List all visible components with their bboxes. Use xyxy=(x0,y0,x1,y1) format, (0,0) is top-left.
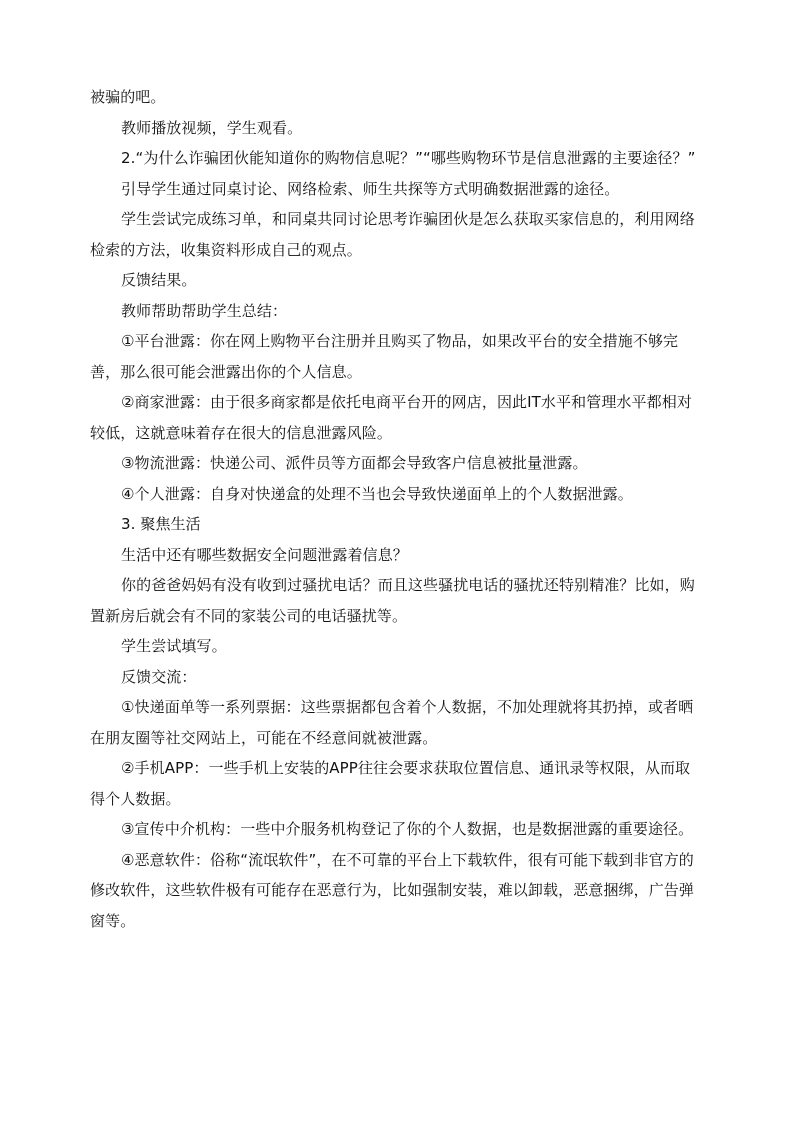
paragraph: 学生尝试填写。 xyxy=(121,637,227,655)
paragraph: ④恶意软件：俗称“流氓软件”，在不可靠的平台上下载软件，很有可能下载到非官方的修改软件，这些软件极有可能存在恶意行为，比如强制安装，难以卸载，恶意捆绑，广告弹窗等。 xyxy=(90,850,695,930)
paragraph: 被骗的吧。 xyxy=(90,88,166,106)
paragraph: ②手机APP：一些手机上安装的APP往往会要求获取位置信息、通讯录等权限，从而取得个人数据。 xyxy=(90,759,691,808)
paragraph: 学生尝试完成练习单，和同桌共同讨论思考诈骗团伙是怎么获取买家信息的，利用网络检索的方法，收集资料形成自己的观点。 xyxy=(90,210,695,259)
paragraph: 教师播放视频，学生观看。 xyxy=(121,118,303,137)
paragraph: 引导学生通过同桌讨论、网络检索、师生共探等方式明确数据泄露的途径。 xyxy=(121,179,620,198)
paragraph: ②商家泄露：由于很多商家都是依托电商平台开的网店，因此IT水平和管理水平都相对较低，这就意味着存在很大的信息泄露风险。 xyxy=(90,393,692,442)
paragraph: 教师帮助帮助学生总结： xyxy=(121,301,288,320)
paragraph: 生活中还有哪些数据安全问题泄露着信息？ xyxy=(121,545,408,564)
paragraph: 3. 聚焦生活 xyxy=(121,515,201,533)
paragraph: 2.“为什么诈骗团伙能知道你的购物信息呢？”“哪些购物环节是信息泄露的主要途径？” xyxy=(121,149,696,167)
paragraph: ①快递面单等一系列票据：这些票据都包含着个人数据，不加处理就将其扔掉，或者晒在朋友圈等社交网站上，可能在不经意间就被泄露。 xyxy=(90,698,694,747)
paragraph: ①平台泄露：你在网上购物平台注册并且购买了物品，如果改平台的安全措施不够完善，那么很可能会泄露出你的个人信息。 xyxy=(90,332,679,381)
paragraph: 反馈交流： xyxy=(121,667,197,686)
document-body xyxy=(90,82,704,936)
paragraph: ③物流泄露：快递公司、派件员等方面都会导致客户信息被批量泄露。 xyxy=(121,454,588,472)
paragraph: ③宣传中介机构：一些中介服务机构登记了你的个人数据，也是数据泄露的重要途径。 xyxy=(121,820,694,838)
paragraph: ④个人泄露：自身对快递盒的处理不当也会导致快递面单上的个人数据泄露。 xyxy=(121,484,633,503)
paragraph: 你的爸爸妈妈有没有收到过骚扰电话？而且这些骚扰电话的骚扰还特别精准？比如，购置新房后就会有不同的家装公司的电话骚扰等。 xyxy=(90,576,695,625)
paragraph: 反馈结果。 xyxy=(121,271,197,289)
